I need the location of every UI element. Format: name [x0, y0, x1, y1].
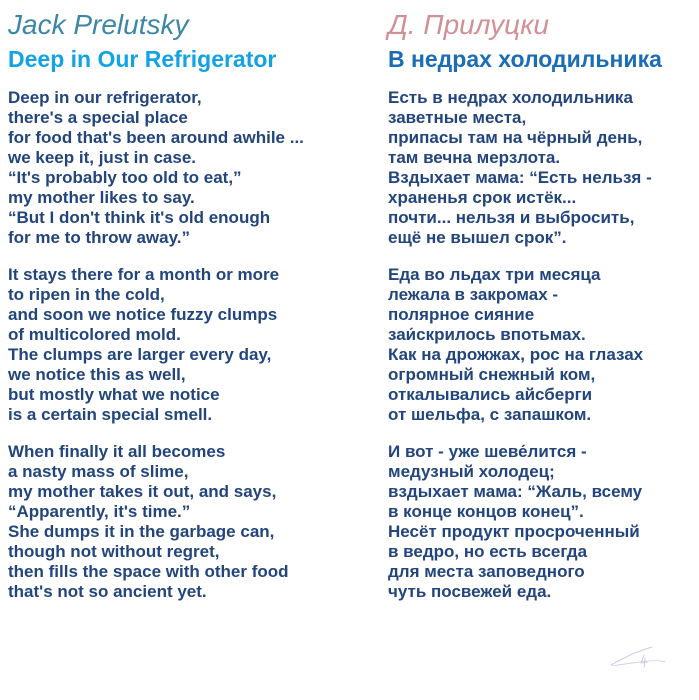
poem-line: Deep in our refrigerator,	[8, 88, 202, 107]
poem-line: от шельфа, с запашком.	[388, 405, 592, 424]
poem-line: we notice this as well,	[8, 365, 186, 384]
signature-icon	[608, 643, 668, 677]
poem-line: в ведро, но есть всегда	[388, 542, 588, 561]
poem-line: вздыхает мама: “Жаль, всему	[388, 482, 643, 501]
poem-line: Есть в недрах холодильника	[388, 88, 633, 107]
poem-line: храненья срок истёк...	[388, 188, 577, 207]
poem-line: почти... нельзя и выбросить,	[388, 208, 635, 227]
poem-line: И вот - уже шеве́лится -	[388, 442, 587, 461]
stanza-english-2	[8, 265, 368, 425]
poem-line: but mostly what we notice	[8, 385, 220, 404]
poem-line: then fills the space with other food	[8, 562, 289, 581]
author-name-english: Jack Prelutsky	[8, 9, 189, 40]
poem-line: though not without regret,	[8, 542, 220, 561]
poem-title-russian: В недрах холодильника	[388, 46, 662, 72]
poem-line: медузный холодец;	[388, 462, 555, 481]
poem-line: is a certain special smell.	[8, 405, 213, 424]
poem-line: полярное сияние	[388, 305, 535, 324]
poem-line: When finally it all becomes	[8, 442, 226, 461]
poem-line: of multicolored mold.	[8, 325, 181, 344]
poem-line: It stays there for a month or more	[8, 265, 280, 284]
poem-line: лежала в закромах -	[388, 285, 559, 304]
english-column	[8, 8, 368, 602]
poem-line: заветные места,	[388, 108, 527, 127]
poem-line: заи́скрилось впотьмах.	[388, 325, 586, 344]
poem-line: в конце концов конец”.	[388, 502, 584, 521]
stanza-russian-2	[388, 265, 694, 425]
author-name-russian: Д. Прилуцки	[388, 9, 549, 40]
stanza-russian-3	[388, 442, 694, 602]
poem-line: там вечна мерзлота.	[388, 148, 561, 167]
poem-line: we keep it, just in case.	[8, 148, 197, 167]
poem-line: for me to throw away.”	[8, 228, 190, 247]
poem-line: Несёт продукт просроченный	[388, 522, 640, 541]
poem-line: “It's probably too old to eat,”	[8, 168, 242, 187]
poem-line: my mother takes it out, and says,	[8, 482, 277, 501]
poem-line: ещё не вышел срок”.	[388, 228, 567, 247]
stanza-english-1	[8, 88, 368, 248]
poem-line: that's not so ancient yet.	[8, 582, 207, 601]
poem-english	[8, 88, 368, 602]
poem-line: there's a special place	[8, 108, 188, 127]
poem-line: She dumps it in the garbage can,	[8, 522, 275, 541]
poem-line: Вздыхает мама: “Есть нельзя -	[388, 168, 652, 187]
poem-line: чуть посвежей еда.	[388, 582, 552, 601]
poem-line: a nasty mass of slime,	[8, 462, 189, 481]
poem-title-english: Deep in Our Refrigerator	[8, 46, 277, 72]
stanza-english-3	[8, 442, 368, 602]
poem-line: откалывались айсберги	[388, 385, 593, 404]
poem-line: to ripen in the cold,	[8, 285, 165, 304]
poem-line: The clumps are larger every day,	[8, 345, 272, 364]
poem-line: and soon we notice fuzzy clumps	[8, 305, 278, 324]
poem-line: припасы там на чёрный день,	[388, 128, 643, 147]
stanza-russian-1	[388, 88, 694, 248]
russian-column	[388, 8, 694, 602]
poem-line: Как на дрожжах, рос на глазах	[388, 345, 644, 364]
poem-line: для места заповедного	[388, 562, 585, 581]
poem-russian	[388, 88, 694, 602]
poem-line: for food that's been around awhile ...	[8, 128, 304, 147]
poem-line: my mother likes to say.	[8, 188, 195, 207]
poem-line: “Apparently, it's time.”	[8, 502, 191, 521]
poem-line: Еда во льдах три месяца	[388, 265, 601, 284]
poem-line: огромный снежный ком,	[388, 365, 596, 384]
poem-line: “But I don't think it's old enough	[8, 208, 271, 227]
